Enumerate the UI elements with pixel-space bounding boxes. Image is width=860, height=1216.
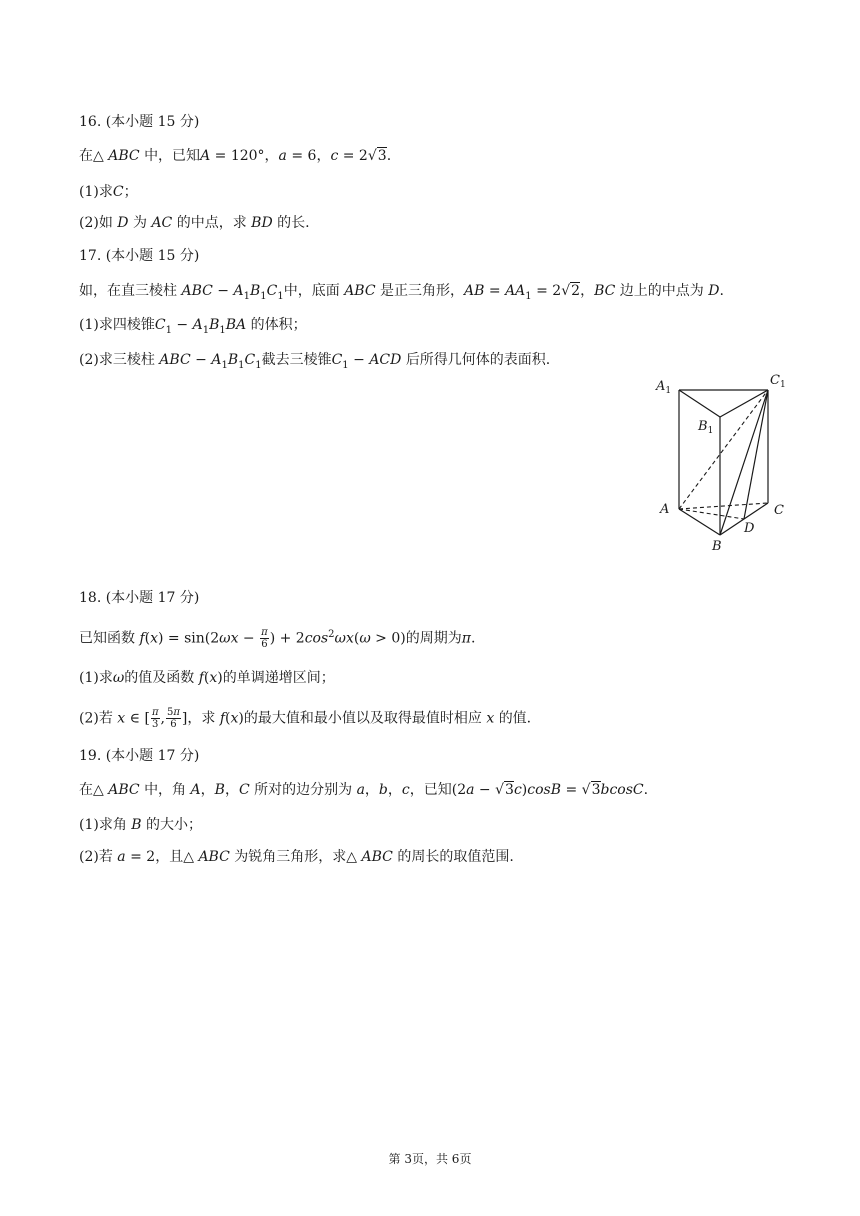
problem-17-part1: (1)求四棱锥$C_1 - A_1B_1BA$ 的体积； (79, 317, 307, 336)
problem-17-part2: (2)求三棱柱 ABC − $A_1B_1C_1$截去三棱锥$C_1$ − ACD 后所得几何体的表面积. (79, 352, 551, 371)
problem-19-part2: (2)若 a = 2，且△ ABC 为锐角三角形，求△ ABC 的周长的取值范围. (79, 849, 514, 865)
problem-16-part1: (1)求C； (79, 184, 138, 200)
label-A1: $A_1$ (656, 379, 672, 396)
label-B1: $B_1$ (698, 419, 714, 436)
problem-18-part1: (1)求ω的值及函数 f(x)的单调递增区间； (79, 670, 335, 686)
problem-18-stem: 已知函数 f(x) = sin(2ωx − $\frac{\pi}{6}$ ) + $2\cos^2\omega x(\omega > 0)$的周期为π. (79, 627, 476, 650)
problem-17-stem: 如，在直三棱柱 ABC − $A_1B_1C_1$中，底面 ABC 是正三角形，AB = $AA_1 = 2√2$，BC 边上的中点为 D. (79, 283, 724, 302)
prism-figure (650, 370, 790, 555)
problem-18-part2: (2)若 x ∈ [ $\frac{\pi}{3}$ , $\frac{5\pi}{6}$ ]，求 f(x)的最大值和最小值以及取得最值时相应 x 的值. (79, 707, 532, 730)
problem-17-header: 17. (本小题 15 分) (79, 248, 200, 264)
problem-19-part1: (1)求角 B 的大小； (79, 817, 203, 833)
label-C1: $C_1$ (770, 373, 786, 390)
problem-18-header: 18. (本小题 17 分) (79, 590, 200, 606)
label-A: A (660, 502, 670, 517)
problem-19-stem: 在△ ABC 中，角 A，B，C 所对的边分别为 a，b，c，已知(2a − √3c)cosB = √3bcosC. (79, 782, 649, 798)
label-B: B (712, 539, 722, 554)
problem-16-header: 16. (本小题 15 分) (79, 114, 200, 130)
problem-16-part2: (2)如 D 为 AC 的中点，求 BD 的长. (79, 215, 310, 231)
problem-16-stem: 在△ ABC 中，已知A = 120°，a = 6，c = 2√3. (79, 148, 392, 164)
page-footer: 第 3页，共 6页 (388, 1152, 472, 1166)
label-D: D (744, 521, 755, 536)
label-C: C (774, 503, 784, 518)
problem-19-header: 19. (本小题 17 分) (79, 748, 200, 764)
